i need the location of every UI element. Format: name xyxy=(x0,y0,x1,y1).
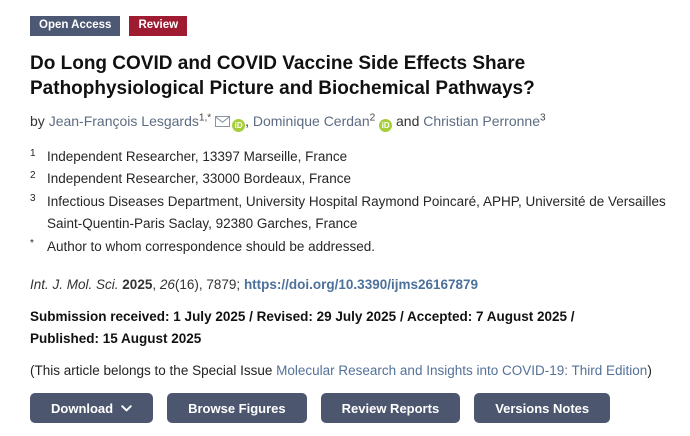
chevron-down-icon xyxy=(121,405,132,412)
affiliation-row xyxy=(30,146,676,169)
citation-volume: 26 xyxy=(159,277,175,292)
browse-figures-button[interactable] xyxy=(167,393,307,423)
special-issue-note xyxy=(30,363,676,378)
author-sup: 3 xyxy=(539,111,546,123)
special-issue-prefix: (This article belongs to the Special Issue xyxy=(30,363,277,378)
affiliation-marker: 3 xyxy=(30,192,36,204)
citation-separator: , xyxy=(152,277,160,292)
journal-citation xyxy=(30,277,676,292)
author-link-cerdan[interactable]: Dominique Cerdan xyxy=(252,112,370,129)
correspondence-text: Author to whom correspondence should be addressed. xyxy=(47,238,375,254)
affiliation-marker: 2 xyxy=(30,170,36,181)
correspondence-marker: * xyxy=(30,237,34,249)
affiliation-marker: 1 xyxy=(30,147,36,159)
citation-issue-pages: (16), 7879; xyxy=(174,277,244,292)
orcid-icon[interactable]: iD xyxy=(232,119,245,132)
affiliation-row xyxy=(30,168,676,191)
author-sup: 2 xyxy=(369,111,376,123)
journal-name: Int. J. Mol. Sci. xyxy=(30,277,119,292)
orcid-icon[interactable]: iD xyxy=(379,119,392,132)
email-icon[interactable] xyxy=(215,113,230,129)
byline-separator: and xyxy=(392,112,424,129)
affiliation-text: Independent Researcher, 13397 Marseille, France xyxy=(47,148,348,164)
byline xyxy=(30,113,676,132)
author-link-perronne[interactable]: Christian Perronne xyxy=(423,112,540,129)
browse-figures-label: Browse Figures xyxy=(188,400,286,416)
byline-prefix: by xyxy=(30,112,45,129)
review-badge: Review xyxy=(129,16,187,36)
dates-line-1: Submission received: 1 July 2025 / Revised: 29 July 2025 / Accepted: 7 August 2025 / xyxy=(30,309,575,324)
affiliation-text: Infectious Diseases Department, University Hospital Raymond Poincaré, APHP, Université de Versailles Saint-Quentin-Paris Saclay, 92380 Garches, France xyxy=(47,193,666,231)
submission-dates xyxy=(30,306,676,350)
article-title: Do Long COVID and COVID Vaccine Side Effects Share Pathophysiological Picture and Biochemical Pathways? xyxy=(30,52,535,99)
citation-year: 2025 xyxy=(122,277,153,292)
affiliation-row xyxy=(30,191,676,236)
review-reports-button[interactable] xyxy=(321,393,461,423)
affiliations-list xyxy=(30,146,676,259)
versions-notes-button[interactable] xyxy=(474,393,610,423)
versions-notes-label: Versions Notes xyxy=(495,400,590,416)
action-buttons xyxy=(30,393,676,423)
open-access-badge: Open Access xyxy=(30,16,120,36)
review-reports-label: Review Reports xyxy=(341,400,440,416)
doi-link[interactable]: https://doi.org/10.3390/ijms26167879 xyxy=(243,277,479,292)
affiliation-text: Independent Researcher, 33000 Bordeaux, France xyxy=(47,171,351,186)
correspondence-row xyxy=(30,236,676,259)
author-sup: 1,* xyxy=(198,111,212,123)
download-button[interactable] xyxy=(30,393,153,423)
byline-separator: , xyxy=(245,112,253,129)
special-issue-suffix: ) xyxy=(647,363,652,378)
article-badges xyxy=(30,16,676,36)
download-button-label: Download xyxy=(51,400,114,416)
dates-line-2: Published: 15 August 2025 xyxy=(30,331,202,346)
author-link-lesgards[interactable]: Jean-François Lesgards xyxy=(48,112,199,129)
special-issue-link[interactable]: Molecular Research and Insights into COVID-19: Third Edition xyxy=(276,363,648,378)
